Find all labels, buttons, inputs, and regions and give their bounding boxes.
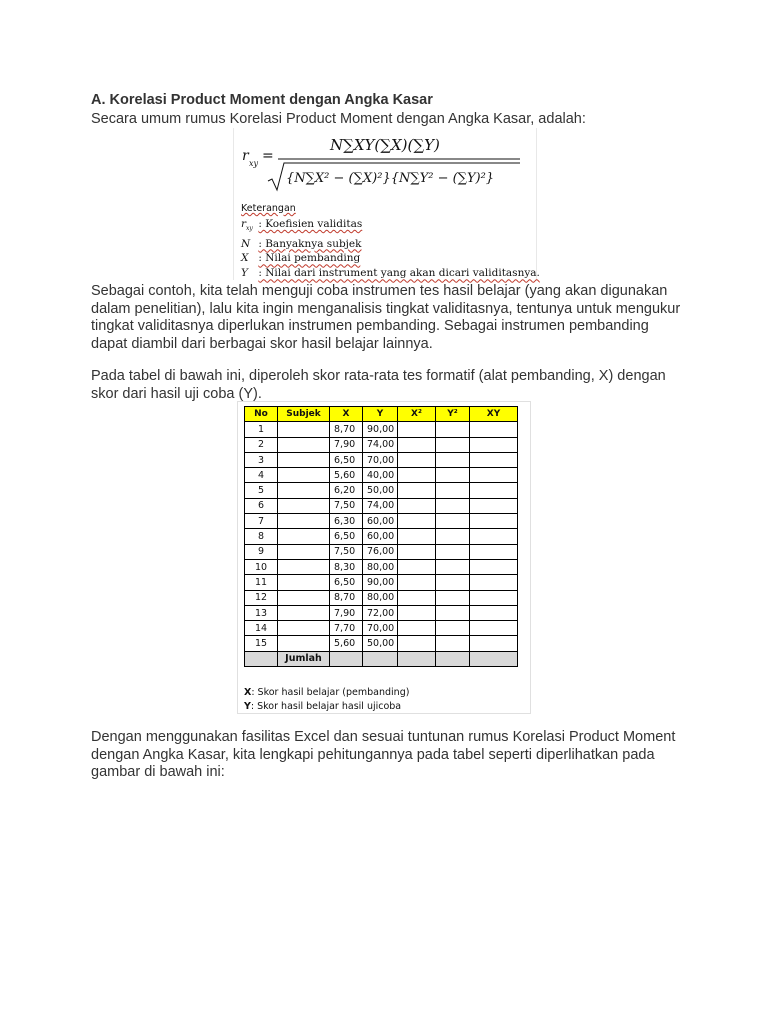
table-cell: [436, 590, 470, 605]
col-header-x2: X²: [398, 407, 436, 422]
formula-lhs: r: [242, 148, 249, 164]
table-cell: 13: [245, 605, 278, 620]
legend-row: [241, 237, 540, 252]
sum-cell: [330, 651, 363, 666]
note-y-label: Y: [244, 701, 251, 712]
table-cell: [278, 437, 330, 452]
table-cell: 6,20: [330, 483, 363, 498]
table-cell: [398, 452, 436, 467]
table-cell: 6,30: [330, 514, 363, 529]
section-heading: A. Korelasi Product Moment dengan Angka Kasar: [91, 92, 433, 108]
table-cell: 7,90: [330, 605, 363, 620]
table-cell: [398, 590, 436, 605]
legend-symbol: Y: [241, 267, 248, 280]
text-line: skor dari hasil uji coba (Y).: [91, 385, 262, 402]
table-cell: [278, 514, 330, 529]
table-cell: [278, 605, 330, 620]
col-header-y2: Y²: [436, 407, 470, 422]
table-cell: 7,50: [330, 544, 363, 559]
table-cell: [278, 621, 330, 636]
table-cell: 7: [245, 514, 278, 529]
table-row: [245, 575, 518, 590]
paragraph-table-intro: [91, 368, 691, 403]
text-line: tingkat validitasnya diperlukan instrumen pembanding. Sebagai instrumen pembanding: [91, 318, 649, 334]
table-cell: [470, 621, 518, 636]
table-row: [245, 422, 518, 437]
table-cell: [278, 590, 330, 605]
table-cell: [398, 636, 436, 651]
table-cell: 9: [245, 544, 278, 559]
table-cell: [436, 575, 470, 590]
table-row: [245, 529, 518, 544]
table-cell: 70,00: [363, 452, 398, 467]
table-cell: 10: [245, 559, 278, 574]
table-cell: [278, 636, 330, 651]
table-cell: 3: [245, 452, 278, 467]
table-cell: [436, 544, 470, 559]
table-cell: [398, 621, 436, 636]
legend-desc: : Banyaknya subjek: [258, 237, 362, 250]
table-cell: [470, 605, 518, 620]
legend-symbol: $r_{xy}$: [241, 217, 253, 232]
col-header-xy: XY: [470, 407, 518, 422]
data-table: [244, 406, 518, 667]
table-row: [245, 559, 518, 574]
table-cell: [398, 575, 436, 590]
table-cell: [436, 514, 470, 529]
note-x: [244, 686, 409, 700]
table-cell: [278, 452, 330, 467]
table-cell: 70,00: [363, 621, 398, 636]
table-cell: [470, 437, 518, 452]
sum-cell: [363, 651, 398, 666]
table-cell: [436, 468, 470, 483]
data-table-image: [237, 401, 531, 714]
legend-desc: : Nilai pembanding: [258, 252, 361, 265]
table-cell: [398, 514, 436, 529]
sum-cell: [245, 651, 278, 666]
text-line: dalam penelitian), lalu kita ingin menganalisis tingkat validitasnya, tentunya untuk mengukur: [91, 300, 681, 317]
table-cell: 6,50: [330, 575, 363, 590]
table-cell: [470, 529, 518, 544]
table-cell: 60,00: [363, 514, 398, 529]
table-cell: [278, 559, 330, 574]
table-cell: 5,60: [330, 468, 363, 483]
table-cell: 7,70: [330, 621, 363, 636]
col-header-x: X: [330, 407, 363, 422]
table-cell: [278, 498, 330, 513]
table-cell: [470, 636, 518, 651]
table-cell: 15: [245, 636, 278, 651]
paragraph-excel: [91, 729, 691, 782]
table-cell: [436, 437, 470, 452]
legend-row: [241, 217, 540, 237]
table-cell: 90,00: [363, 575, 398, 590]
table-cell: 6: [245, 498, 278, 513]
text-line: Sebagai contoh, kita telah menguji coba instrumen tes hasil belajar (yang akan digunakan: [91, 283, 668, 299]
text-line: gambar di bawah ini:: [91, 764, 225, 780]
formula-image: [233, 128, 540, 280]
table-row: [245, 605, 518, 620]
note-x-label: X: [244, 687, 252, 698]
note-y-text: : Skor hasil belajar hasil ujicoba: [250, 701, 402, 712]
table-cell: 5,60: [330, 636, 363, 651]
table-cell: 80,00: [363, 559, 398, 574]
table-row: [245, 544, 518, 559]
table-cell: [436, 422, 470, 437]
table-cell: [436, 621, 470, 636]
table-cell: [436, 529, 470, 544]
table-cell: [278, 544, 330, 559]
sum-label: Jumlah: [278, 651, 330, 666]
table-row: [245, 468, 518, 483]
table-cell: 7,50: [330, 498, 363, 513]
table-row: [245, 483, 518, 498]
text-line: dapat diambil dari berbagai skor hasil belajar lainnya.: [91, 335, 433, 352]
table-cell: [436, 483, 470, 498]
table-row: [245, 590, 518, 605]
table-cell: [470, 514, 518, 529]
table-cell: [470, 498, 518, 513]
legend-desc: : Koefisien validitas: [258, 217, 363, 230]
table-cell: [278, 575, 330, 590]
table-cell: [398, 422, 436, 437]
table-cell: [470, 544, 518, 559]
legend-desc: : Nilai dari instrument yang akan dicari validitasnya.: [258, 267, 540, 280]
paragraph-example: [91, 283, 691, 353]
text-line: Pada tabel di bawah ini, diperoleh skor rata-rata tes formatif (alat pembanding, X) dengan: [91, 368, 666, 384]
table-sum-row: [245, 651, 518, 666]
table-cell: [398, 529, 436, 544]
table-cell: [398, 437, 436, 452]
text-line: dengan Angka Kasar, kita lengkapi pehitungannya pada tabel seperti diperlihatkan pada: [91, 746, 655, 763]
legend-symbol: N: [241, 237, 251, 250]
table-row: [245, 514, 518, 529]
table-row: [245, 636, 518, 651]
table-cell: [470, 468, 518, 483]
table-cell: [278, 468, 330, 483]
legend-symbol: X: [241, 252, 249, 265]
table-cell: 50,00: [363, 483, 398, 498]
table-row: [245, 498, 518, 513]
note-x-text: : Skor hasil belajar (pembanding): [251, 687, 410, 698]
sum-cell: [470, 651, 518, 666]
table-cell: [278, 422, 330, 437]
table-cell: 60,00: [363, 529, 398, 544]
table-cell: [398, 544, 436, 559]
table-cell: 74,00: [363, 437, 398, 452]
table-cell: [398, 498, 436, 513]
table-row: [245, 452, 518, 467]
legend-title: Keterangan: [241, 203, 296, 214]
formula-denominator: {N∑X² − (∑X)²}{N∑Y² − (∑Y)²}: [286, 171, 495, 186]
table-cell: 90,00: [363, 422, 398, 437]
sum-cell: [398, 651, 436, 666]
table-cell: 8: [245, 529, 278, 544]
table-cell: 76,00: [363, 544, 398, 559]
table-cell: [470, 452, 518, 467]
table-cell: 74,00: [363, 498, 398, 513]
table-cell: 8,30: [330, 559, 363, 574]
table-cell: 40,00: [363, 468, 398, 483]
table-cell: [470, 422, 518, 437]
note-y: [244, 700, 409, 714]
table-cell: [398, 483, 436, 498]
intro-paragraph: Secara umum rumus Korelasi Product Moment dengan Angka Kasar, adalah:: [91, 111, 586, 127]
table-row: [245, 621, 518, 636]
table-cell: [398, 559, 436, 574]
legend-row: [241, 266, 540, 281]
legend-row: [241, 251, 540, 266]
table-cell: 72,00: [363, 605, 398, 620]
table-cell: 50,00: [363, 636, 398, 651]
formula-legend: [241, 202, 540, 281]
col-header-y: Y: [363, 407, 398, 422]
table-cell: [470, 483, 518, 498]
formula-lhs-sub: xy: [249, 159, 259, 168]
table-cell: 80,00: [363, 590, 398, 605]
table-row: [245, 437, 518, 452]
table-cell: 8,70: [330, 590, 363, 605]
table-cell: [436, 636, 470, 651]
table-header-row: [245, 407, 518, 422]
table-cell: [436, 452, 470, 467]
formula-numerator: N∑XY(∑X)(∑Y): [330, 136, 440, 154]
table-cell: 5: [245, 483, 278, 498]
table-cell: [278, 529, 330, 544]
table-cell: 4: [245, 468, 278, 483]
table-cell: [470, 590, 518, 605]
table-cell: [436, 498, 470, 513]
text-line: Dengan menggunakan fasilitas Excel dan sesuai tuntunan rumus Korelasi Product Moment: [91, 729, 676, 745]
table-cell: 2: [245, 437, 278, 452]
table-cell: 8,70: [330, 422, 363, 437]
table-cell: [470, 575, 518, 590]
table-cell: 6,50: [330, 529, 363, 544]
table-cell: [436, 605, 470, 620]
table-cell: 12: [245, 590, 278, 605]
col-header-no: No: [245, 407, 278, 422]
table-cell: [470, 559, 518, 574]
col-header-subjek: Subjek: [278, 407, 330, 422]
table-cell: [278, 483, 330, 498]
formula-equals: =: [262, 148, 274, 164]
table-notes: [244, 686, 409, 714]
table-cell: 7,90: [330, 437, 363, 452]
table-cell: [398, 468, 436, 483]
table-cell: 6,50: [330, 452, 363, 467]
table-cell: [436, 559, 470, 574]
table-cell: 14: [245, 621, 278, 636]
table-cell: [398, 605, 436, 620]
sum-cell: [436, 651, 470, 666]
table-cell: 11: [245, 575, 278, 590]
table-cell: 1: [245, 422, 278, 437]
